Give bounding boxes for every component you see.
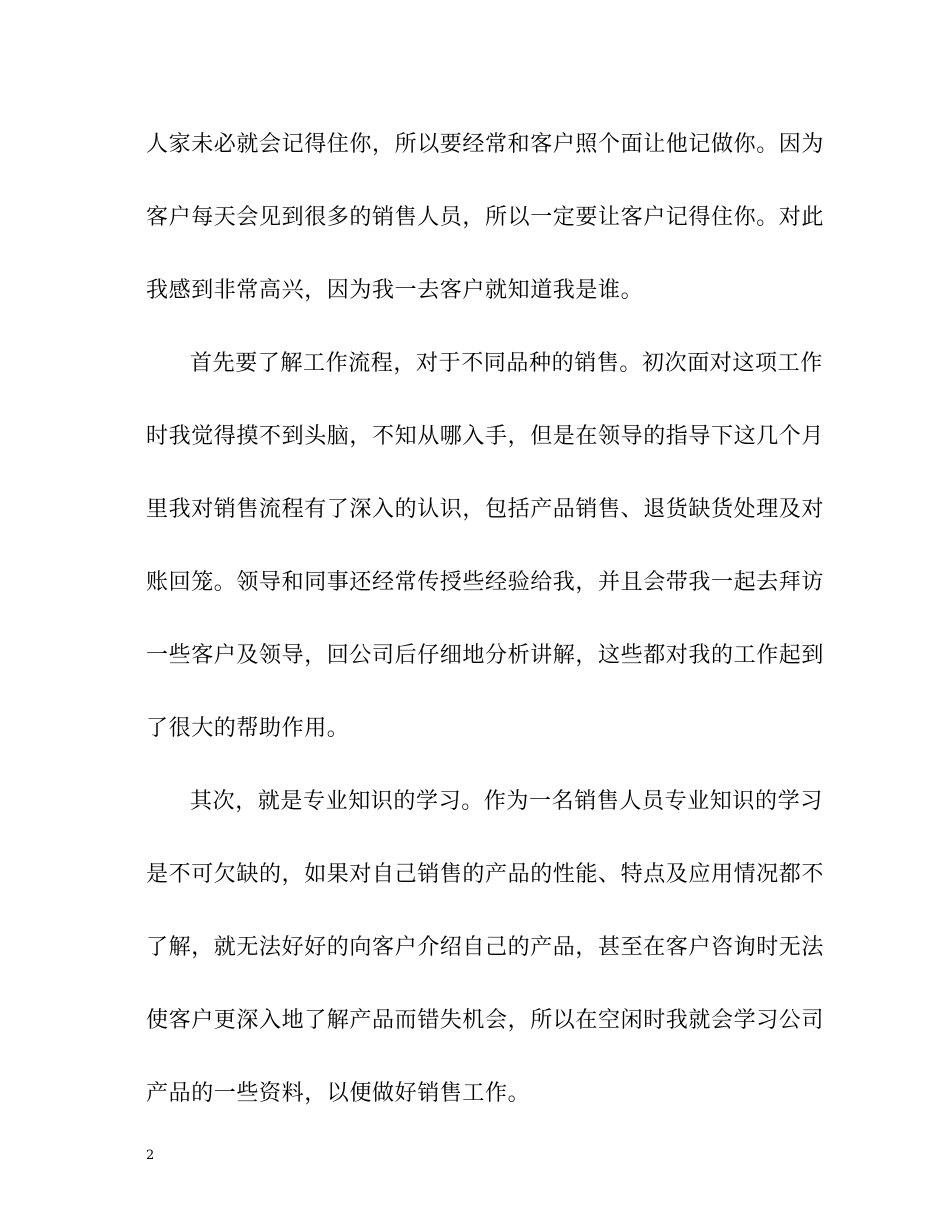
body-text-line: 时我觉得摸不到头脑，不知从哪入手，但是在领导的指导下这几个月	[146, 424, 825, 449]
body-text-line: 客户每天会见到很多的销售人员，所以一定要让客户记得住你。对此	[146, 205, 825, 230]
body-text-line: 是不可欠缺的，如果对自己销售的产品的性能、特点及应用情况都不	[146, 862, 825, 887]
body-text-line: 使客户更深入地了解产品而错失机会，所以在空闲时我就会学习公司	[146, 1008, 825, 1033]
paragraph-first-line: 首先要了解工作流程，对于不同品种的销售。初次面对这项工作	[190, 351, 823, 376]
body-text-line: 了解，就无法好好的向客户介绍自己的产品，甚至在客户咨询时无法	[146, 935, 825, 960]
body-text-line: 了很大的帮助作用。	[146, 716, 350, 741]
body-text-line: 里我对销售流程有了深入的认识，包括产品销售、退货缺货处理及对	[146, 497, 825, 522]
body-text-line: 账回笼。领导和同事还经常传授些经验给我，并且会带我一起去拜访	[146, 570, 825, 595]
body-text-line: 人家未必就会记得住你，所以要经常和客户照个面让他记做你。因为	[146, 132, 825, 157]
page-number: 2	[146, 1148, 155, 1163]
paragraph-first-line: 其次，就是专业知识的学习。作为一名销售人员专业知识的学习	[190, 789, 823, 814]
body-text-line: 产品的一些资料，以便做好销售工作。	[146, 1081, 531, 1106]
body-text-line: 一些客户及领导，回公司后仔细地分析讲解，这些都对我的工作起到	[146, 643, 825, 668]
body-text-line: 我感到非常高兴，因为我一去客户就知道我是谁。	[146, 278, 644, 303]
